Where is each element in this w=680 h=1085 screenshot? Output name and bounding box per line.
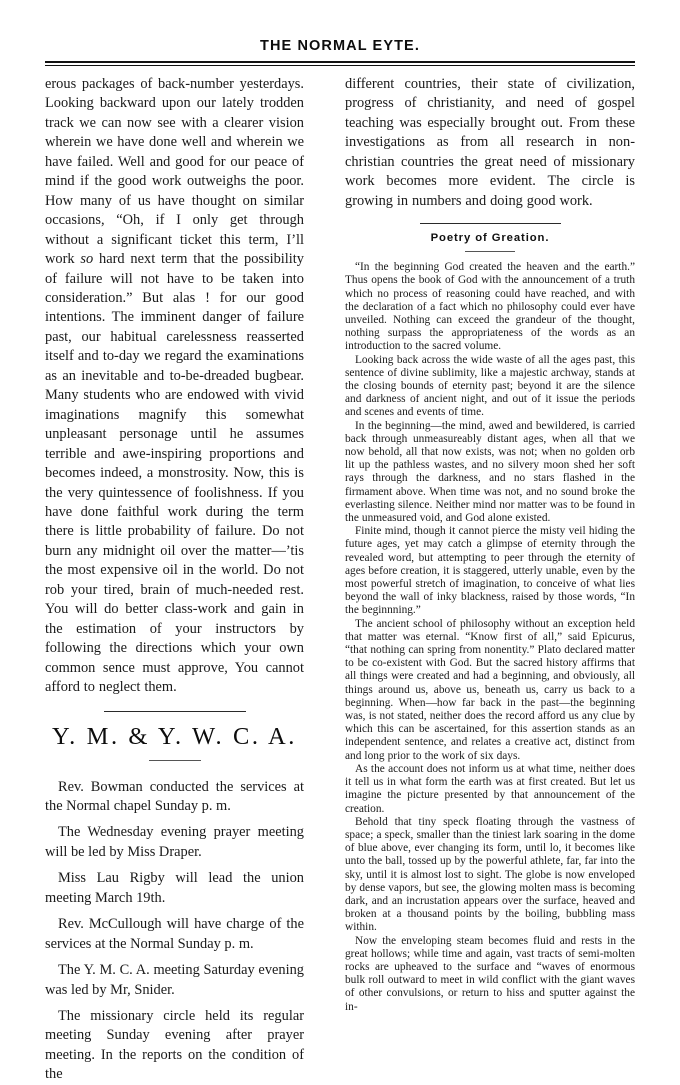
section-heading: Y. M. & Y. W. C. A. bbox=[51, 722, 298, 750]
news-item: The missionary circle held its regular meeting Sunday evening after prayer meeting. In the reports on the condition of the bbox=[45, 1008, 304, 1083]
masthead-divider bbox=[45, 61, 635, 66]
article-heading: Poetry of Greation. bbox=[430, 232, 550, 245]
page-title: THE NORMAL EYTE. bbox=[260, 38, 420, 54]
article-body bbox=[345, 261, 635, 1014]
news-item-list bbox=[45, 771, 304, 1085]
article-paragraph: Finite mind, though it cannot pierce the misty veil hiding the future ages, yet may catch a glimpse of eternity through the revealed word, but attempting to peer through the eternity of ages before creation, it is staggered, utterly unable, even by the most powerful stretch of imagination, to conceive of what lies beyond the wall of inky blackness, raised by those words, “In the beginnning.” bbox=[345, 525, 635, 617]
news-item: Rev. Bowman conducted the services at the Normal chapel Sunday p. m. bbox=[45, 778, 304, 814]
news-item: Miss Lau Rigby will lead the union meeting March 19th. bbox=[45, 870, 304, 906]
article-divider-bottom bbox=[465, 251, 515, 252]
emphasized-word: so bbox=[80, 251, 94, 268]
column-container bbox=[45, 75, 635, 1085]
article-paragraph: As the account does not inform us at what time, neither does it tell us in what form the earth was at first created. But let us imagine the picture presented by that announcement of the creation. bbox=[345, 762, 635, 815]
article-paragraph: Now the enveloping steam becomes fluid and rests in the great hollows; while time and again, vast tracts of semi-molten rocks are upheaved to the surface and “waves of enormous bulk roll outward to meet in wild conflict with the giant waves of other convulsions, or return to hiss and sputter against the in- bbox=[345, 934, 635, 1013]
section-divider-bottom bbox=[149, 760, 201, 761]
article-divider-top bbox=[420, 223, 561, 224]
right-column-intro bbox=[345, 75, 635, 211]
continued-paragraph-part2: hard next term that the possibility of failure will not have to be taken into consideration.” But alas ! for our good intentions. The imminent danger of failure past, our habitual carelessness reasserted itself and to-day we regard the examinations as an inevitable and to-be-dreaded bugbear. Many students who are endowed with vivid imaginations magnify this somewhat unpleasant personage until he assumes terrible and awe-inspiring proportions and becomes indeed, a monstrosity. Now, this is the very quintessence of foolishness. If you have done faithful work during the term there is little probability of failure. Do not burn any midnight oil over the matter—’tis the most expensive oil in the world. Do not rob your tired, brain of much-needed rest. You will do better class-work and gain in the estimation of your instructors by following the directions which your own common sence must approve, You cannot afford to neglect them. bbox=[45, 251, 304, 696]
continued-paragraph bbox=[45, 75, 304, 698]
article-paragraph: The ancient school of philosophy without an exception held that matter was eternal. “Know first of all,” said Epicurus, “that nothing can spring from nonentity.” Plato declared matter to be co-existent with God. But the sacred history affirms that all things were created and had a beginning, and obviously, all things around us, above us, beneath us, carry us back to a beginning. When—how far back in the past—the beginning was, is not stated, neither does the record afford us any clue by which this can be ascertained, for this assertion stands as an independent sentence, and relates a creative act, distinct from and long prior to the work of six days. bbox=[345, 617, 635, 762]
continued-paragraph-part1: erous packages of back-number yesterdays. Looking backward upon our lately trodden track we can now see with a clearer vision wherein we have done well and wherein we have failed. Well and good for our peace of mind if the good work outweighs the poor. How many of us have thought on similar occasions, “Oh, if I only get through without a significant ticket this term, I’ll work bbox=[45, 76, 304, 268]
article-paragraph: Behold that tiny speck floating through the vastness of space; a speck, smaller than the tiniest lark soaring in the dome of blue above, ever changing its form, until lo, it becomes like unto the ball, tossed up by the powerful athlete, far, far into the sky, until it is almost lost to sight. The globe is now enveloped by dense vapors, but see, the glowing molten mass is becoming dark, and an incrustation appears over the surface, heaved and broken at a thousand points by the boiling, bubbling mass within. bbox=[345, 815, 635, 934]
news-item: Rev. McCullough will have charge of the services at the Normal Sunday p. m. bbox=[45, 916, 304, 952]
news-item: The Y. M. C. A. meeting Saturday evening was led by Mr, Snider. bbox=[45, 962, 304, 998]
section-divider-top bbox=[104, 711, 246, 712]
article-paragraph: Looking back across the wide waste of all the ages past, this sentence of divine sublimity, like a majestic archway, stands at the closing bounds of eternity past; beyond it are the silence and darkness of ancient night, and out of it issue the periods and scenes and events of time. bbox=[345, 353, 635, 419]
left-column-body bbox=[45, 75, 304, 698]
news-item: The Wednesday evening prayer meeting will be led by Miss Draper. bbox=[45, 824, 304, 860]
left-column bbox=[45, 75, 326, 1085]
right-column bbox=[326, 75, 635, 1014]
continued-paragraph: different countries, their state of civilization, progress of christianity, and need of gospel teaching was especially brought out. From these investigations as from all research in non-christian countries the great need of missionary work becomes more evident. The circle is growing in numbers and doing good work. bbox=[345, 76, 635, 209]
article-paragraph: “In the beginning God created the heaven and the earth.” Thus opens the book of God with the announcement of a truth which no process of reasoning could have reached, and with the declaration of a fact which no philosophy could ever have unveiled. Nothing can exceed the grandeur of the thought, nothing surpass the appropriateness of the words as an introduction to the sacred volume. bbox=[345, 261, 635, 353]
article-paragraph: In the beginning—the mind, awed and bewildered, is carried back through unmeasureably distant ages, when all that we now behold, all that now exists, was not; when no golden orb lit up the pathless wastes, and no silvery moon shed her soft rays through the darkness, and no stars flashed in the firmament above. When time was not, and no sound broke the everlasting silence. Neither mind nor matter was to be found in the unmeasured void, and God alone existed. bbox=[345, 419, 635, 525]
